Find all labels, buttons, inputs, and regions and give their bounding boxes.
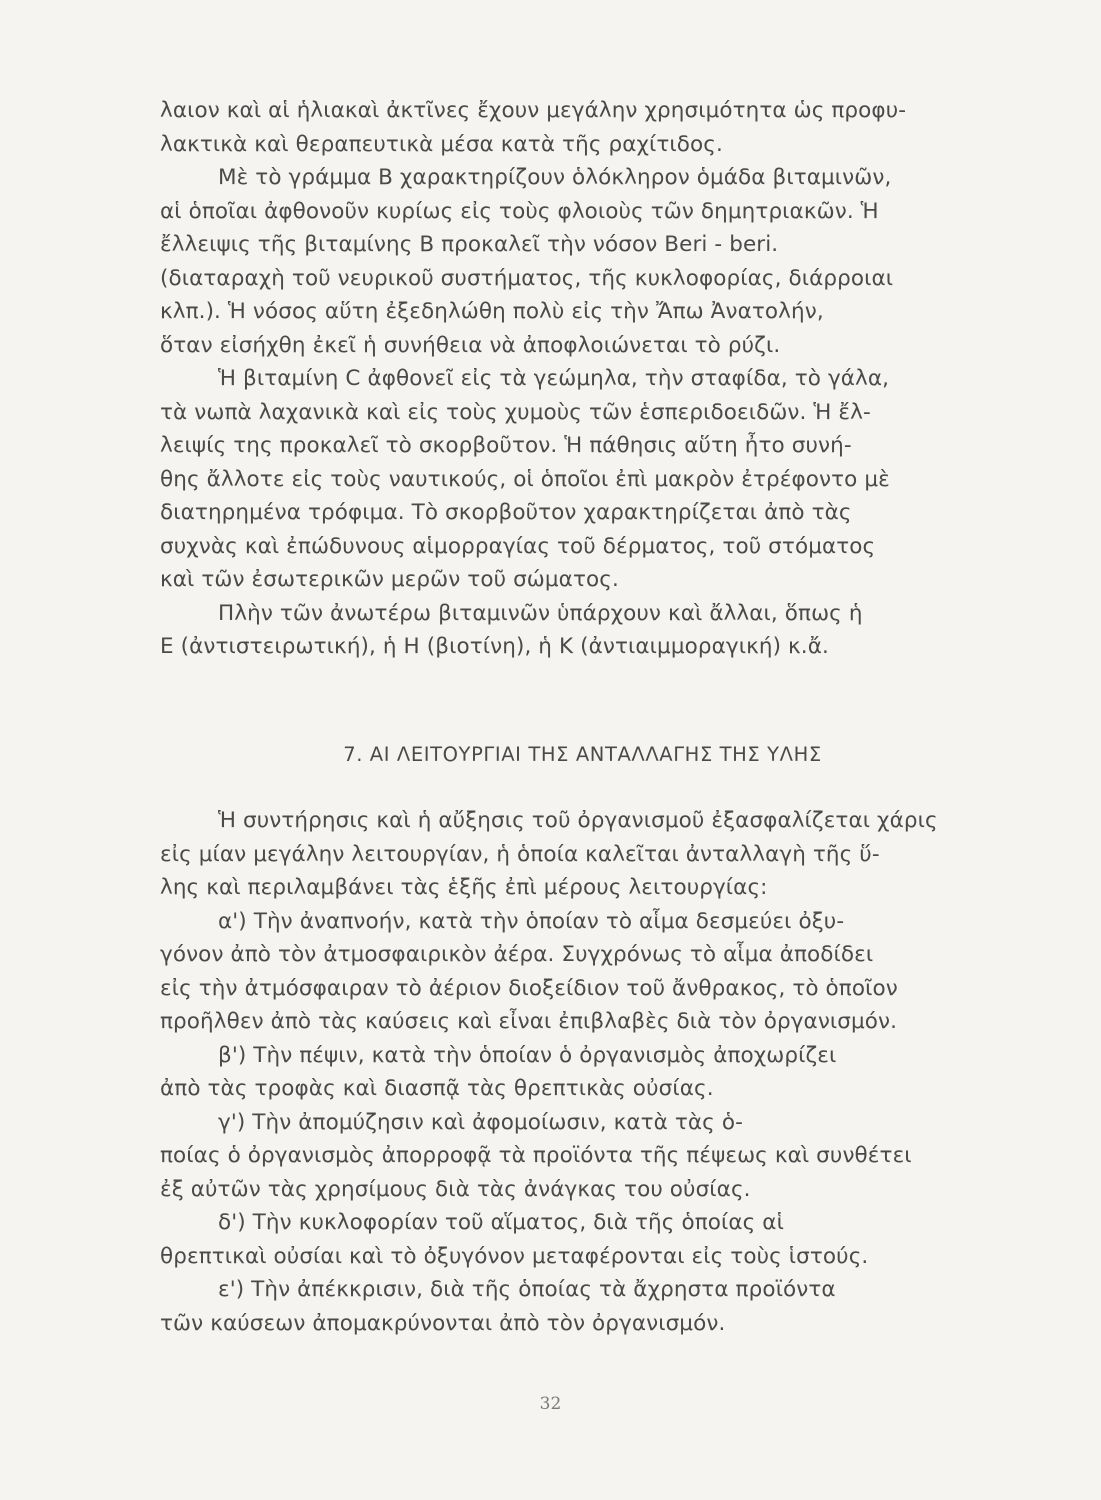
text-line: τῶν καύσεων ἀπομακρύνονται ἀπὸ τὸν ὀργανισμόν. — [160, 1310, 726, 1336]
text-line: ἐξ αὐτῶν τὰς χρησίμους διὰ τὰς ἀνάγκας του οὐσίας. — [160, 1176, 751, 1202]
text-line: λαιον καὶ αἱ ἡλιακαὶ ἀκτῖνες ἔχουν μεγάλην χρησιμότητα ὡς προφυ- — [160, 98, 907, 123]
list-item-e: ε') Τὴν ἀπέκκρισιν, διὰ τῆς ὁποίας τὰ ἄχρηστα προϊόντα — [218, 1277, 836, 1302]
text-line: λακτικὰ καὶ θεραπευτικὰ μέσα κατὰ τῆς ραχίτιδος. — [160, 131, 723, 157]
section-vitamins — [160, 94, 1005, 664]
section-heading: 7. ΑΙ ΛΕΙΤΟΥΡΓΙΑΙ ΤΗΣ ΑΝΤΑΛΛΑΓΗΣ ΤΗΣ ΥΛΗΣ — [343, 743, 822, 766]
text-line: λειψίς της προκαλεῖ τὸ σκορβοῦτον. Ἡ πάθησις αὕτη ἦτο συνή- — [160, 433, 852, 458]
text-line: κλπ.). Ἡ νόσος αὕτη ἐξεδηλώθη πολὺ εἰς τὴν Ἄπω Ἀνατολήν, — [160, 299, 824, 324]
text-line: αἱ ὁποῖαι ἀφθονοῦν κυρίως εἰς τοὺς φλοιοὺς τῶν δημητριακῶν. Ἡ — [160, 198, 879, 224]
text-line: ὅταν εἰσήχθη ἐκεῖ ἡ συνήθεια νὰ ἀποφλοιώνεται τὸ ρύζι. — [160, 332, 781, 358]
text-line: γόνον ἀπὸ τὸν ἀτμοσφαιρικὸν ἀέρα. Συγχρόνως τὸ αἷμα ἀποδίδει — [160, 942, 874, 967]
text-line: Ε (ἀντιστειρωτική), ἡ Η (βιοτίνη), ἡ Κ (ἀντιαιμμοραγική) κ.ἄ. — [160, 634, 829, 659]
text-line: καὶ τῶν ἐσωτερικῶν μερῶν τοῦ σώματος. — [160, 567, 619, 592]
list-item-b: β') Τὴν πέψιν, κατὰ τὴν ὁποίαν ὁ ὀργανισμὸς ἀποχωρίζει — [218, 1042, 837, 1068]
list-item-a: α') Τὴν ἀναπνοήν, κατὰ τὴν ὁποίαν τὸ αἷμα δεσμεύει ὀξυ- — [218, 908, 845, 934]
text-line: συχνὰς καὶ ἐπώδυνους αἱμορραγίας τοῦ δέρματος, τοῦ στόματος — [160, 533, 876, 559]
text-line: Πλὴν τῶν ἀνωτέρω βιταμινῶν ὑπάρχουν καὶ ἄλλαι, ὅπως ἡ — [218, 600, 863, 626]
text-line: εἰς μίαν μεγάλην λειτουργίαν, ἡ ὁποία καλεῖται ἀνταλλαγὴ τῆς ὕ- — [160, 841, 880, 867]
page-number: 32 — [539, 1394, 562, 1414]
text-line: Ἡ συντήρησις καὶ ἡ αὔξησις τοῦ ὀργανισμοῦ ἐξασφαλίζεται χάρις — [218, 808, 938, 833]
text-line: προῆλθεν ἀπὸ τὰς καύσεις καὶ εἶναι ἐπιβλαβὲς διὰ τὸν ὀργανισμόν. — [160, 1009, 898, 1034]
text-line: ἔλλειψις τῆς βιταμίνης Β προκαλεῖ τὴν νόσον Beri - beri. — [160, 232, 779, 257]
text-line: θης ἄλλοτε εἰς τοὺς ναυτικούς, οἱ ὁποῖοι ἐπὶ μακρὸν ἐτρέφοντο μὲ — [160, 466, 890, 492]
section-metabolism — [160, 804, 1005, 1340]
text-line: (διαταραχὴ τοῦ νευρικοῦ συστήματος, τῆς κυκλοφορίας, διάρροιαι — [160, 265, 894, 291]
text-body — [160, 94, 1005, 1336]
text-line: ποίας ὁ ὀργανισμὸς ἀπορροφᾷ τὰ προϊόντα τῆς πέψεως καὶ συνθέτει — [160, 1143, 912, 1168]
text-line: Ἡ βιταμίνη C ἀφθονεῖ εἰς τὰ γεώμηλα, τὴν σταφίδα, τὸ γάλα, — [218, 366, 890, 391]
text-line: λης καὶ περιλαμβάνει τὰς ἑξῆς ἐπὶ μέρους λειτουργίας: — [160, 875, 768, 900]
text-line: εἰς τὴν ἀτμόσφαιραν τὸ ἀέριον διοξείδιον τοῦ ἄνθρακος, τὸ ὁποῖον — [160, 975, 898, 1001]
list-item-c: γ') Τὴν ἀπομύζησιν καὶ ἀφομοίωσιν, κατὰ τὰς ὁ- — [218, 1109, 743, 1135]
text-line: ἀπὸ τὰς τροφὰς καὶ διασπᾷ τὰς θρεπτικὰς οὐσίας. — [160, 1076, 714, 1101]
text-line: διατηρημένα τρόφιμα. Τὸ σκορβοῦτον χαρακτηρίζεται ἀπὸ τὰς — [160, 500, 852, 525]
list-item-d: δ') Τὴν κυκλοφορίαν τοῦ αἵματος, διὰ τῆς ὁποίας αἱ — [218, 1210, 784, 1235]
text-line: θρεπτικαὶ οὐσίαι καὶ τὸ ὀξυγόνον μεταφέρονται εἰς τοὺς ἱστούς. — [160, 1243, 869, 1269]
text-line: τὰ νωπὰ λαχανικὰ καὶ εἰς τοὺς χυμοὺς τῶν ἑσπεριδοειδῶν. Ἡ ἔλ- — [160, 399, 871, 425]
text-line: Μὲ τὸ γράμμα Β χαρακτηρίζουν ὁλόκληρον ὁμάδα βιταμινῶν, — [218, 165, 892, 190]
